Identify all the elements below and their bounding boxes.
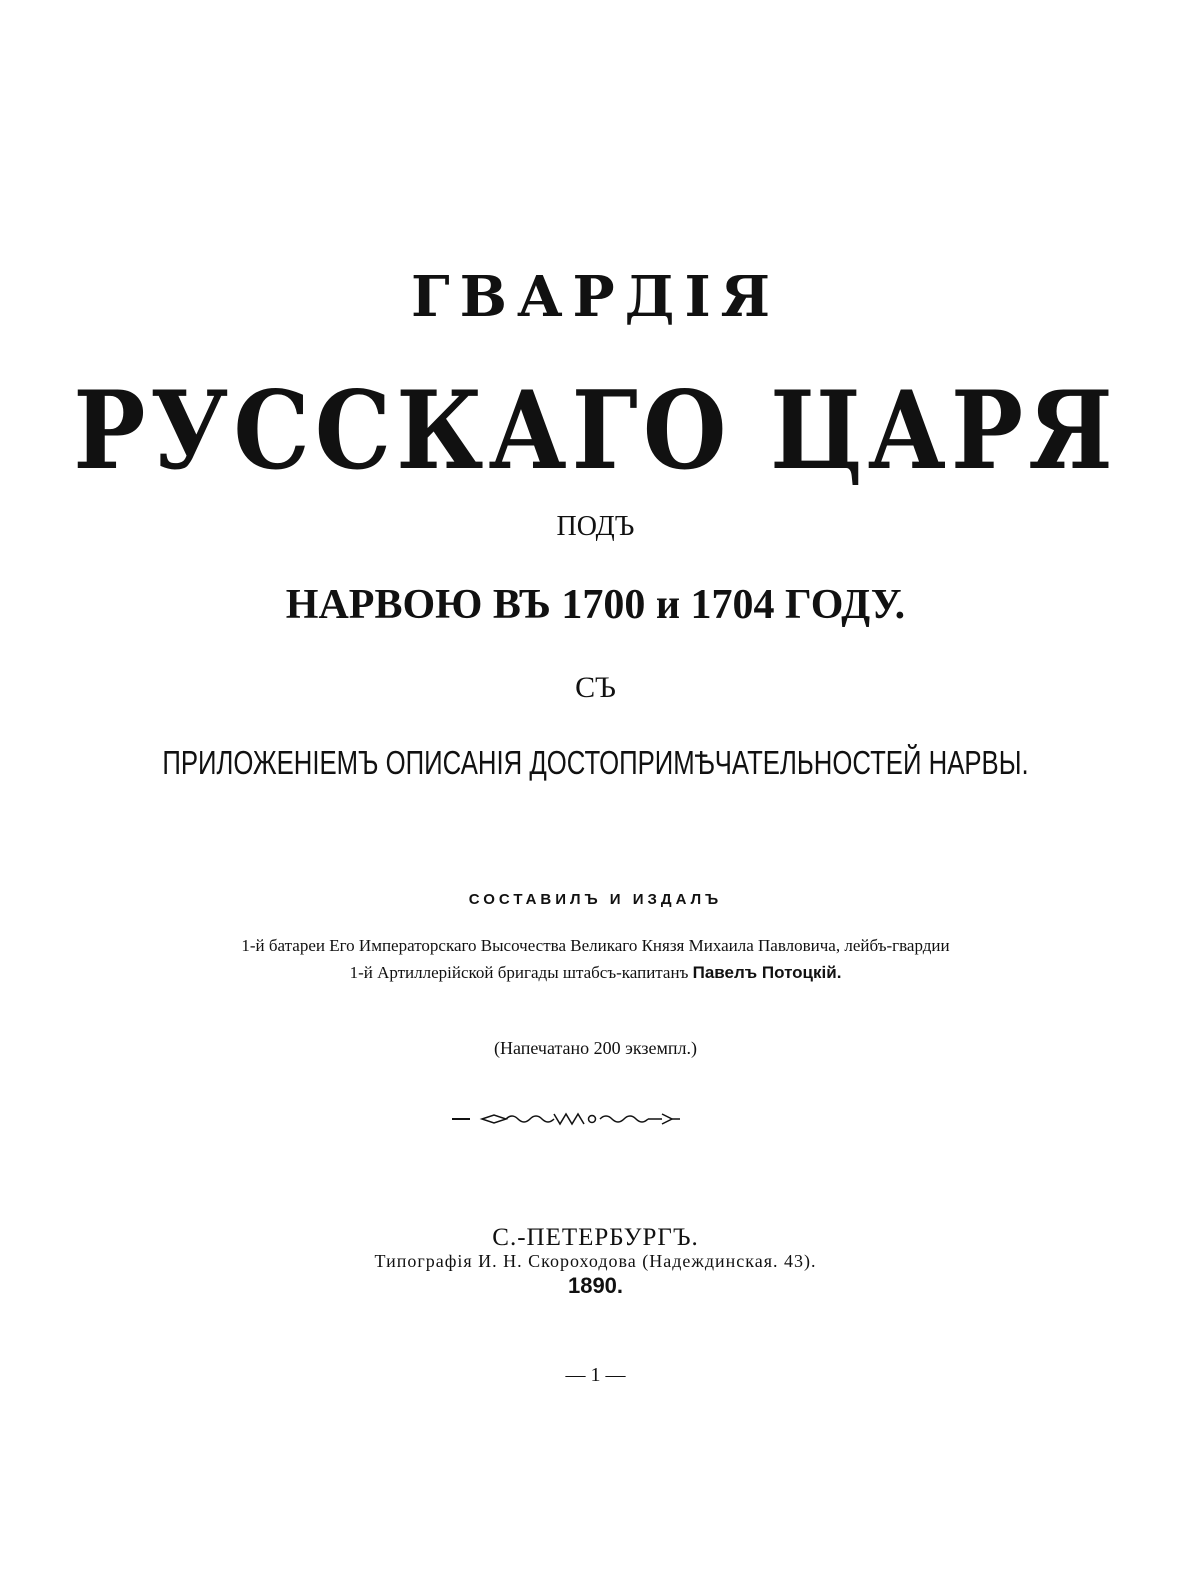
author-name: Павелъ Потоцкій.	[692, 963, 842, 982]
decorative-rule-ornament-icon	[450, 1108, 682, 1130]
city: С.-ПЕТЕРБУРГЪ.	[492, 1224, 699, 1251]
print-run: (Напечатано 200 экземпл.)	[493, 1038, 698, 1058]
author-line-2	[0, 962, 1191, 984]
appendix-line: ПРИЛОЖЕНІЕМЪ ОПИСАНІЯ ДОСТОПРИМѢЧАТЕЛЬНОСТЕЙ НАРВЫ.	[162, 744, 1029, 781]
subtitle: НАРВОЮ ВЪ 1700 и 1704 ГОДУ.	[285, 582, 906, 628]
compiled-label: СОСТАВИЛЪ И ИЗДАЛЪ	[468, 891, 723, 908]
title-line-1: ГВАРДІЯ	[410, 264, 781, 330]
author-line-1: 1-й батареи Его Императорскаго Высочества Великаго Князя Михаила Павловича, лейбъ-гвардии	[241, 936, 950, 955]
year: 1890.	[567, 1273, 624, 1298]
preposition-pod: ПОДЪ	[556, 511, 635, 542]
page-number: — 1 —	[565, 1364, 626, 1386]
printer: Типографія И. Н. Скороходова (Надеждинская. 43).	[374, 1251, 817, 1271]
title-line-2: РУССКАГО ЦАРЯ	[73, 367, 1118, 494]
author-rank: 1-й Артиллерійской бригады штабсъ-капитанъ	[349, 963, 693, 982]
preposition-s: СЪ	[575, 671, 616, 704]
